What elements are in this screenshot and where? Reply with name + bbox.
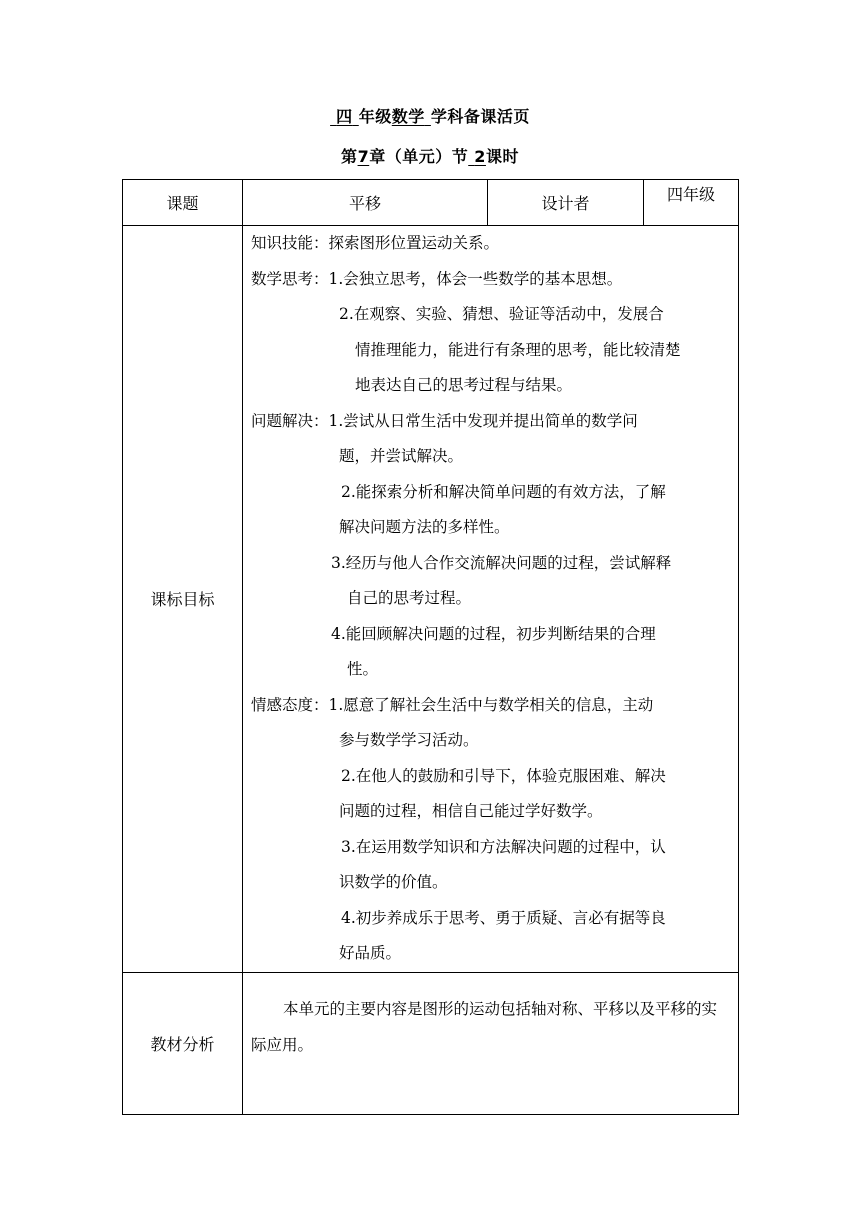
analysis-text: 本单元的主要内容是图形的运动包括轴对称、平移以及平移的实际应用。 — [251, 999, 718, 1054]
title-subject-suffix: 学科备课活页 — [430, 107, 530, 126]
goal-line: 知识技能：探索图形位置运动关系。 — [251, 234, 500, 252]
title-grade: 四 — [336, 107, 353, 126]
goals-content — [243, 226, 739, 973]
goal-line: 3.经历与他人合作交流解决问题的过程，尝试解释 — [331, 553, 672, 572]
goal-line: 3.在运用数学知识和方法解决问题的过程中，认 — [341, 837, 666, 856]
lesson-suffix: 课时 — [485, 147, 519, 166]
designer-label: 设计者 — [488, 180, 644, 226]
goal-line: 2.在他人的鼓励和引导下，体验克服困难、解决 — [341, 766, 666, 785]
goal-line: 问题解决：1.尝试从日常生活中发现并提出简单的数学问 — [251, 411, 638, 430]
title-grade-suffix: 年级 — [358, 107, 392, 126]
lesson-number: 2 — [474, 147, 486, 166]
goal-line: 4.初步养成乐于思考、勇于质疑、言必有据等良 — [341, 908, 666, 927]
designer-value: 四年级 — [644, 180, 739, 226]
goal-line: 问题的过程，相信自己能过学好数学。 — [339, 802, 603, 820]
lesson-plan-table — [122, 179, 739, 1115]
line2-prefix: 第 — [341, 147, 358, 166]
document-title — [0, 104, 860, 127]
goal-line: 性。 — [347, 660, 379, 678]
goal-line: 2.能探索分析和解决简单问题的有效方法，了解 — [341, 482, 666, 501]
goal-line: 情感态度：1.愿意了解社会生活中与数学相关的信息，主动 — [251, 695, 654, 714]
goal-line: 题，并尝试解决。 — [339, 447, 464, 465]
analysis-content — [243, 972, 739, 1114]
goal-line: 2.在观察、实验、猜想、验证等活动中，发展合 — [339, 305, 664, 323]
chapter-suffix: 章（单元）节 — [369, 147, 469, 166]
goal-line: 好品质。 — [339, 944, 402, 962]
goal-line: 识数学的价值。 — [339, 873, 448, 891]
topic-label: 课题 — [123, 180, 243, 226]
lesson-line — [0, 144, 860, 167]
goals-row — [123, 226, 739, 973]
analysis-label: 教材分析 — [123, 972, 243, 1114]
goal-line: 自己的思考过程。 — [347, 589, 472, 607]
analysis-row — [123, 972, 739, 1114]
goal-line: 地表达自己的思考过程与结果。 — [355, 376, 573, 394]
title-subject: 数学 — [391, 107, 425, 126]
goals-label: 课标目标 — [123, 226, 243, 973]
goal-line: 4.能回顾解决问题的过程，初步判断结果的合理 — [331, 624, 656, 643]
topic-value: 平移 — [243, 180, 488, 226]
goal-line: 情推理能力，能进行有条理的思考，能比较清楚 — [355, 340, 681, 359]
header-row — [123, 180, 739, 226]
goal-line: 解决问题方法的多样性。 — [339, 518, 510, 536]
chapter-number: 7 — [357, 147, 370, 166]
goal-line: 数学思考：1.会独立思考，体会一些数学的基本思想。 — [251, 269, 623, 288]
goal-line: 参与数学学习活动。 — [339, 731, 479, 749]
